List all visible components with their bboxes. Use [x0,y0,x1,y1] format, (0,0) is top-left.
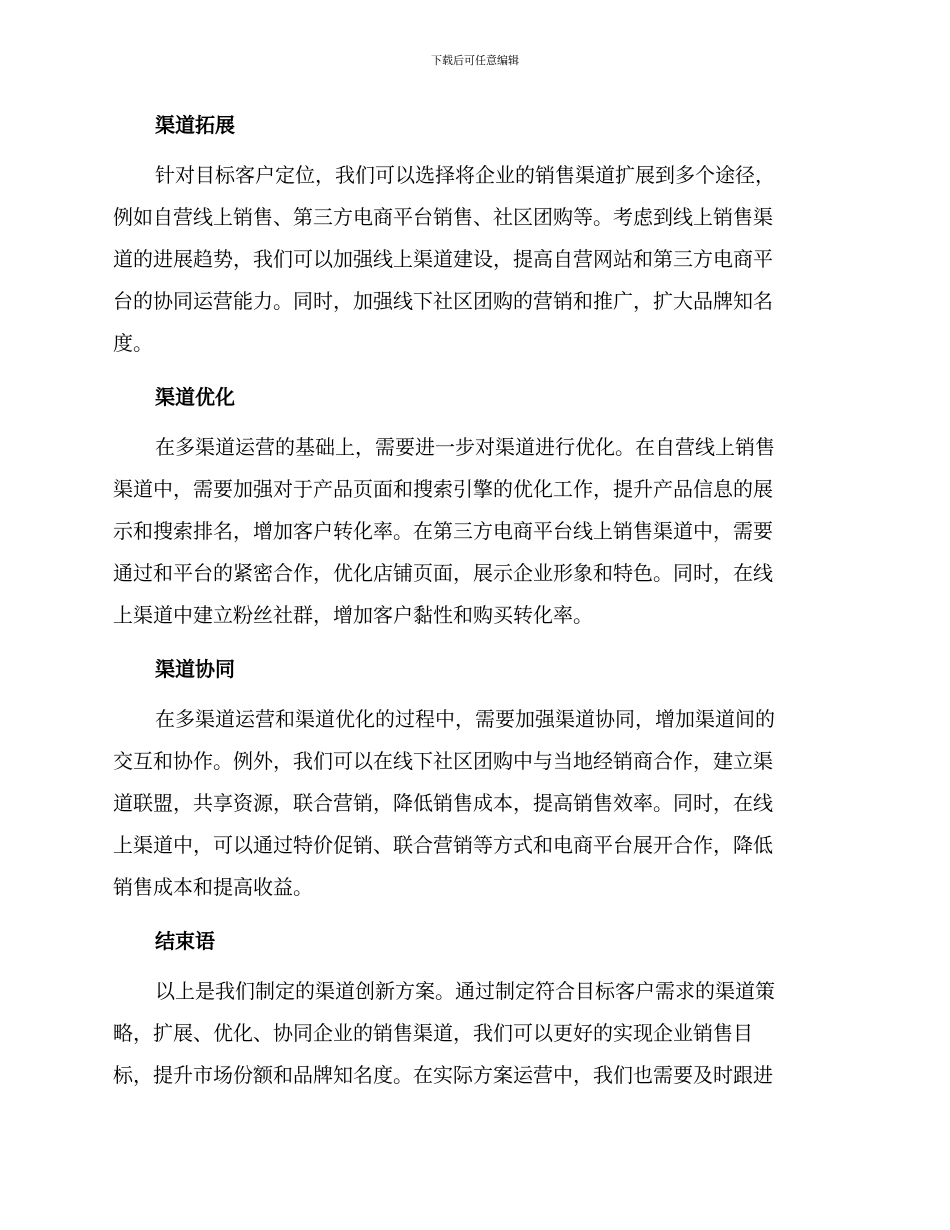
paragraph-line: 针对目标客户定位，我们可以选择将企业的销售渠道扩展到多个途径， [155,163,775,187]
paragraph-line: 上渠道中建立粉丝社群，增加客户黏性和购买转化率。 [113,603,593,627]
section-channel-collaboration [113,648,833,908]
paragraph-line: 交互和协作。例外，我们可以在线下社区团购中与当地经销商合作，建立渠 [113,749,773,773]
paragraph-line: 台的协同运营能力。同时，加强线下社区团购的营销和推广，扩大品牌知名 [113,289,773,313]
paragraph-line: 道联盟，共享资源，联合营销，降低销售成本，提高销售效率。同时，在线 [113,791,773,815]
section-title: 结束语 [155,929,215,953]
document-body [113,104,833,1108]
section-title: 渠道拓展 [155,113,235,137]
paragraph-line: 渠道中，需要加强对于产品页面和搜索引擎的优化工作，提升产品信息的展 [113,477,773,501]
paragraph [113,698,833,908]
paragraph [113,970,833,1096]
page-header: 下载后可任意编辑 [431,54,519,67]
section-channel-expansion [113,104,833,364]
section-channel-optimization [113,376,833,636]
paragraph-line: 略，扩展、优化、协同企业的销售渠道，我们可以更好的实现企业销售目 [113,1021,753,1045]
paragraph-line: 示和搜索排名，增加客户转化率。在第三方电商平台线上销售渠道中，需要 [113,519,773,543]
paragraph-line: 通过和平台的紧密合作，优化店铺页面，展示企业形象和特色。同时，在线 [113,561,773,585]
paragraph-line: 在多渠道运营和渠道优化的过程中，需要加强渠道协同，增加渠道间的 [155,707,775,731]
paragraph [113,154,833,364]
paragraph-line: 以上是我们制定的渠道创新方案。通过制定符合目标客户需求的渠道策 [155,979,775,1003]
section-title: 渠道优化 [155,385,235,409]
paragraph [113,426,833,636]
paragraph-line: 道的进展趋势，我们可以加强线上渠道建设，提高自营网站和第三方电商平 [113,247,773,271]
paragraph-line: 例如自营线上销售、第三方电商平台销售、社区团购等。考虑到线上销售渠 [113,205,773,229]
paragraph-line: 上渠道中，可以通过特价促销、联合营销等方式和电商平台展开合作，降低 [113,833,773,857]
paragraph-line: 标，提升市场份额和品牌知名度。在实际方案运营中，我们也需要及时跟进 [113,1063,773,1087]
paragraph-line: 度。 [113,331,153,355]
section-conclusion [113,920,833,1096]
paragraph-line: 销售成本和提高收益。 [113,875,313,899]
section-title: 渠道协同 [155,657,235,681]
paragraph-line: 在多渠道运营的基础上，需要进一步对渠道进行优化。在自营线上销售 [155,435,775,459]
